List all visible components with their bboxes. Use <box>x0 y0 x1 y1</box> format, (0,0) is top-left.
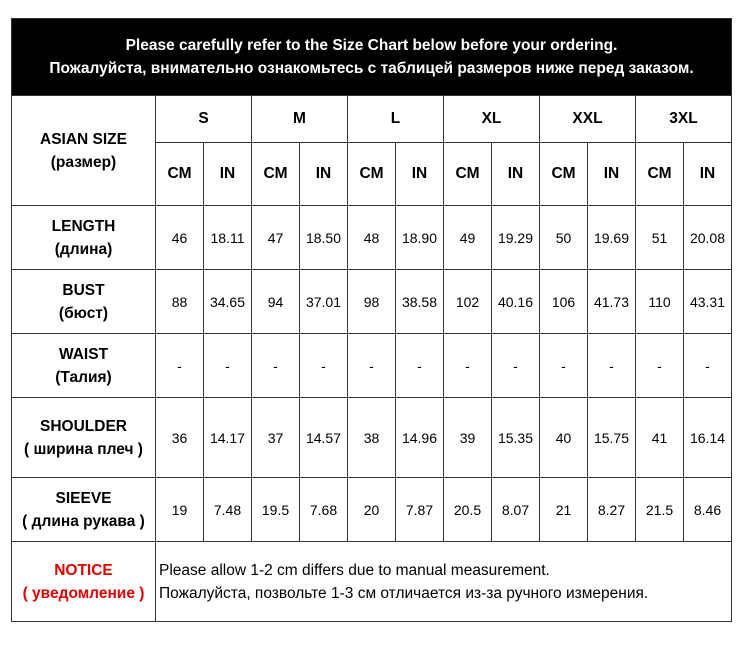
length-m-in: 18.50 <box>300 206 348 270</box>
row-notice <box>12 542 732 622</box>
waist-xxl-in: - <box>588 334 636 398</box>
size-header-xl: XL <box>444 96 540 143</box>
unit-header-s-in: IN <box>204 143 252 206</box>
size-table <box>11 18 732 622</box>
bust-sublabel: (бюст) <box>58 304 109 322</box>
unit-header-xl-cm: CM <box>444 143 492 206</box>
sleeve-3xl-in: 8.46 <box>684 478 732 542</box>
sleeve-m-in: 7.68 <box>300 478 348 542</box>
size-header-s: S <box>156 96 252 143</box>
asian-size-header <box>12 96 156 206</box>
notice-sublabel: ( уведомление ) <box>22 584 145 602</box>
bust-xxl-cm: 106 <box>540 270 588 334</box>
unit-header-3xl-cm: CM <box>636 143 684 206</box>
notice-text-cell <box>156 542 732 622</box>
asian-size-label: ASIAN SIZE <box>40 130 127 148</box>
length-label-cell <box>12 206 156 270</box>
length-3xl-cm: 51 <box>636 206 684 270</box>
waist-m-in: - <box>300 334 348 398</box>
waist-3xl-in: - <box>684 334 732 398</box>
row-sleeve <box>12 478 732 542</box>
unit-header-m-in: IN <box>300 143 348 206</box>
waist-l-in: - <box>396 334 444 398</box>
bust-3xl-in: 43.31 <box>684 270 732 334</box>
length-label: LENGTH <box>51 217 116 235</box>
length-xxl-cm: 50 <box>540 206 588 270</box>
bust-m-in: 37.01 <box>300 270 348 334</box>
bust-s-cm: 88 <box>156 270 204 334</box>
length-3xl-in: 20.08 <box>684 206 732 270</box>
shoulder-xl-in: 15.35 <box>492 398 540 478</box>
sleeve-sublabel: ( длина рукава ) <box>22 512 145 530</box>
asian-size-sublabel: (размер) <box>50 153 117 171</box>
unit-header-m-cm: CM <box>252 143 300 206</box>
sleeve-3xl-cm: 21.5 <box>636 478 684 542</box>
waist-xl-cm: - <box>444 334 492 398</box>
shoulder-l-cm: 38 <box>348 398 396 478</box>
sleeve-s-in: 7.48 <box>204 478 252 542</box>
length-s-in: 18.11 <box>204 206 252 270</box>
bust-xxl-in: 41.73 <box>588 270 636 334</box>
shoulder-l-in: 14.96 <box>396 398 444 478</box>
unit-header-3xl-in: IN <box>684 143 732 206</box>
waist-xxl-cm: - <box>540 334 588 398</box>
length-xl-cm: 49 <box>444 206 492 270</box>
unit-header-s-cm: CM <box>156 143 204 206</box>
bust-l-cm: 98 <box>348 270 396 334</box>
shoulder-xl-cm: 39 <box>444 398 492 478</box>
waist-s-in: - <box>204 334 252 398</box>
waist-l-cm: - <box>348 334 396 398</box>
sleeve-l-in: 7.87 <box>396 478 444 542</box>
shoulder-m-in: 14.57 <box>300 398 348 478</box>
size-header-3xl: 3XL <box>636 96 732 143</box>
banner <box>12 19 732 96</box>
row-bust <box>12 270 732 334</box>
size-header-row <box>12 96 732 143</box>
waist-label: WAIST <box>58 345 109 363</box>
length-xl-in: 19.29 <box>492 206 540 270</box>
notice-line-en: Please allow 1-2 cm differs due to manual measurement. <box>159 561 550 579</box>
bust-xl-cm: 102 <box>444 270 492 334</box>
notice-label: NOTICE <box>54 561 113 579</box>
shoulder-3xl-cm: 41 <box>636 398 684 478</box>
size-header-m: M <box>252 96 348 143</box>
unit-header-xxl-in: IN <box>588 143 636 206</box>
sleeve-xl-in: 8.07 <box>492 478 540 542</box>
bust-label-cell <box>12 270 156 334</box>
unit-header-l-cm: CM <box>348 143 396 206</box>
sleeve-s-cm: 19 <box>156 478 204 542</box>
length-s-cm: 46 <box>156 206 204 270</box>
shoulder-3xl-in: 16.14 <box>684 398 732 478</box>
length-m-cm: 47 <box>252 206 300 270</box>
waist-s-cm: - <box>156 334 204 398</box>
shoulder-m-cm: 37 <box>252 398 300 478</box>
sleeve-xl-cm: 20.5 <box>444 478 492 542</box>
sleeve-xxl-cm: 21 <box>540 478 588 542</box>
banner-line-en: Please carefully refer to the Size Chart below before your ordering. <box>125 37 618 54</box>
size-header-xxl: XXL <box>540 96 636 143</box>
sleeve-l-cm: 20 <box>348 478 396 542</box>
unit-header-xl-in: IN <box>492 143 540 206</box>
shoulder-s-in: 14.17 <box>204 398 252 478</box>
length-l-in: 18.90 <box>396 206 444 270</box>
waist-m-cm: - <box>252 334 300 398</box>
length-l-cm: 48 <box>348 206 396 270</box>
bust-s-in: 34.65 <box>204 270 252 334</box>
sleeve-xxl-in: 8.27 <box>588 478 636 542</box>
row-waist <box>12 334 732 398</box>
bust-label: BUST <box>62 281 105 299</box>
bust-3xl-cm: 110 <box>636 270 684 334</box>
bust-xl-in: 40.16 <box>492 270 540 334</box>
banner-row <box>12 19 732 96</box>
size-header-l: L <box>348 96 444 143</box>
waist-sublabel: (Талия) <box>55 368 112 386</box>
notice-line-ru: Пожалуйста, позвольте 1-3 см отличается из-за ручного измерения. <box>159 584 649 602</box>
sleeve-label: SIEEVE <box>55 489 112 507</box>
waist-label-cell <box>12 334 156 398</box>
waist-3xl-cm: - <box>636 334 684 398</box>
sleeve-m-cm: 19.5 <box>252 478 300 542</box>
notice-label-cell <box>12 542 156 622</box>
shoulder-xxl-in: 15.75 <box>588 398 636 478</box>
banner-line-ru: Пожалуйста, внимательно ознакомьтесь с таблицей размеров ниже перед заказом. <box>49 60 694 77</box>
shoulder-s-cm: 36 <box>156 398 204 478</box>
shoulder-xxl-cm: 40 <box>540 398 588 478</box>
shoulder-label: SHOULDER <box>40 417 127 435</box>
length-sublabel: (длина) <box>54 240 113 258</box>
shoulder-sublabel: ( ширина плеч ) <box>24 440 143 458</box>
row-length <box>12 206 732 270</box>
row-shoulder <box>12 398 732 478</box>
shoulder-label-cell <box>12 398 156 478</box>
sleeve-label-cell <box>12 478 156 542</box>
bust-l-in: 38.58 <box>396 270 444 334</box>
unit-header-l-in: IN <box>396 143 444 206</box>
bust-m-cm: 94 <box>252 270 300 334</box>
waist-xl-in: - <box>492 334 540 398</box>
length-xxl-in: 19.69 <box>588 206 636 270</box>
size-chart <box>11 18 731 622</box>
unit-header-xxl-cm: CM <box>540 143 588 206</box>
